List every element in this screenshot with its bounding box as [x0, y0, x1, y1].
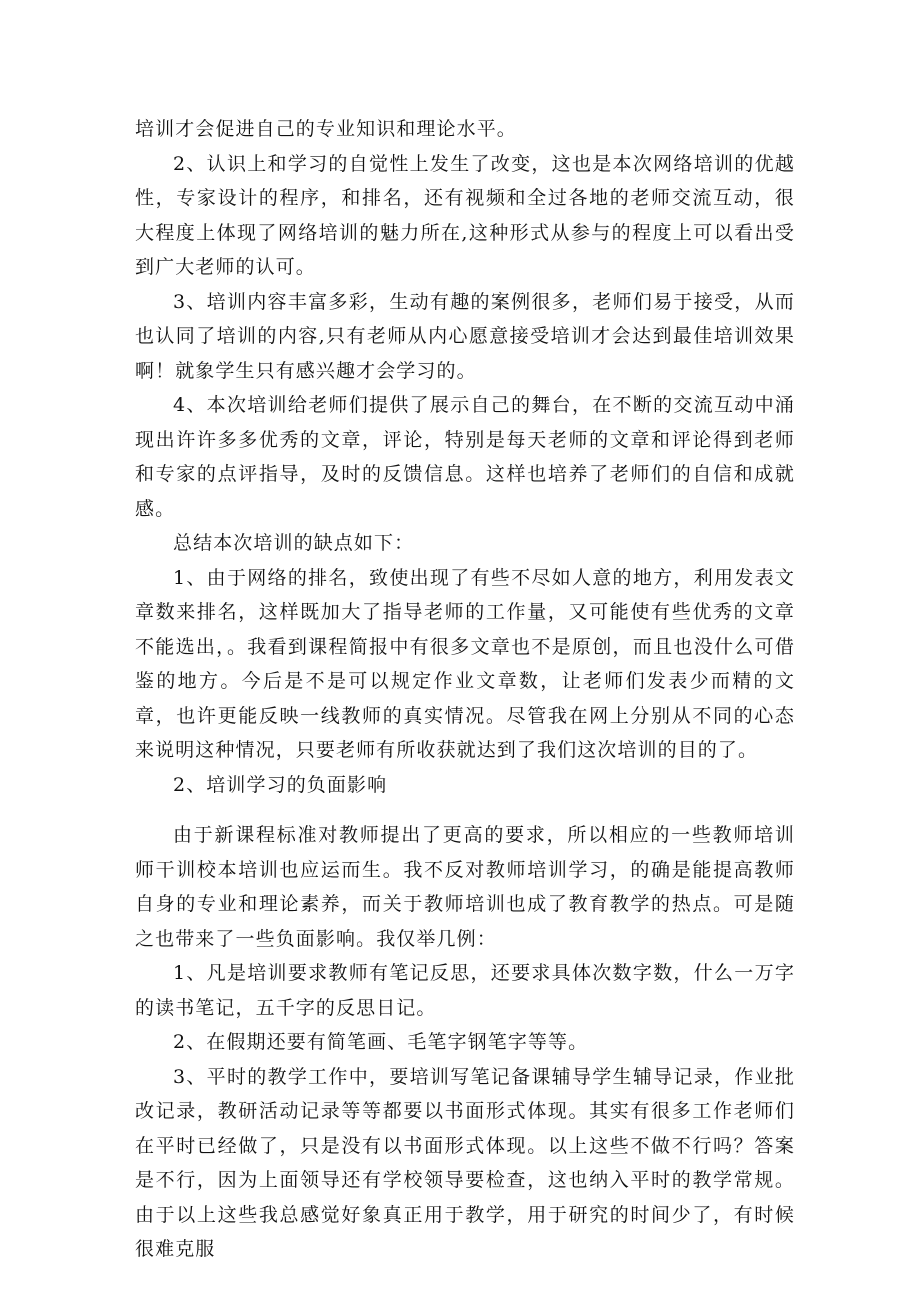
- paragraph-point-2-awareness: 2、认识上和学习的自觉性上发生了改变，这也是本次网络培训的优越性，专家设计的程序，和排名，还有视频和全过各地的老师交流互动，很大程度上体现了网络培训的魅力所在,这种形式从参与的程度上可以看出受到广大老师的认可。: [135, 152, 795, 278]
- paragraph-point-4-stage: 4、本次培训给老师们提供了展示自己的舞台，在不断的交流互动中涌现出许许多多优秀的文章，评论，特别是每天老师的文章和评论得到老师和专家的点评指导，及时的反馈信息。这样也培养了老师们的自信和成就感。: [135, 394, 795, 520]
- paragraph-example-1: 1、凡是培训要求教师有笔记反思，还要求具体次数字数，什么一万字的读书笔记，五千字的反思日记。: [135, 962, 795, 1019]
- paragraph-example-3: 3、平时的教学工作中，要培训写笔记备课辅导学生辅导记录，作业批改记录，教研活动记录等等都要以书面形式体现。其实有很多工作老师们在平时已经做了，只是没有以书面形式体现。以上这些不做不行吗？答案是不行，因为上面领导还有学校领导要检查，这也纳入平时的教学常规。由于以上这些我总感觉好象真正用于教学，用于研究的时间少了，有时候很难克服: [135, 1065, 795, 1260]
- paragraph-negative-impact-intro: 由于新课程标准对教师提出了更高的要求，所以相应的一些教师培训师干训校本培训也应运而生。我不反对教师培训学习，的确是能提高教师自身的专业和理论素养，而关于教师培训也成了教育教学的热点。可是随之也带来了一些负面影响。我仅举几例：: [135, 824, 795, 950]
- section-heading-negative-impact: 2、培训学习的负面影响: [173, 773, 388, 796]
- paragraph-point-3-content: 3、培训内容丰富多彩，生动有趣的案例很多，老师们易于接受，从而也认同了培训的内容,只有老师从内心愿意接受培训才会达到最佳培训效果啊！就象学生只有感兴趣才会学习的。: [135, 290, 795, 382]
- document-body: [135, 112, 795, 1267]
- paragraph-continuation: 培训才会促进自己的专业知识和理论水平。: [135, 118, 517, 140]
- paragraph-shortcomings-heading: 总结本次培训的缺点如下：: [173, 532, 415, 554]
- paragraph-example-2: 2、在假期还要有简笔画、毛笔字钢笔字等等。: [173, 1031, 589, 1053]
- paragraph-shortcoming-1: 1、由于网络的排名，致使出现了有些不尽如人意的地方，利用发表文章数来排名，这样既加大了指导老师的工作量，又可能使有些优秀的文章不能选出，。我看到课程简报中有很多文章也不是原创，而且也没什么可借鉴的地方。今后是不是可以规定作业文章数，让老师们发表少而精的文章，也许更能反映一线教师的真实情况。尽管我在网上分别从不同的心态来说明这种情况，只要老师有所收获就达到了我们这次培训的目的了。: [135, 566, 795, 761]
